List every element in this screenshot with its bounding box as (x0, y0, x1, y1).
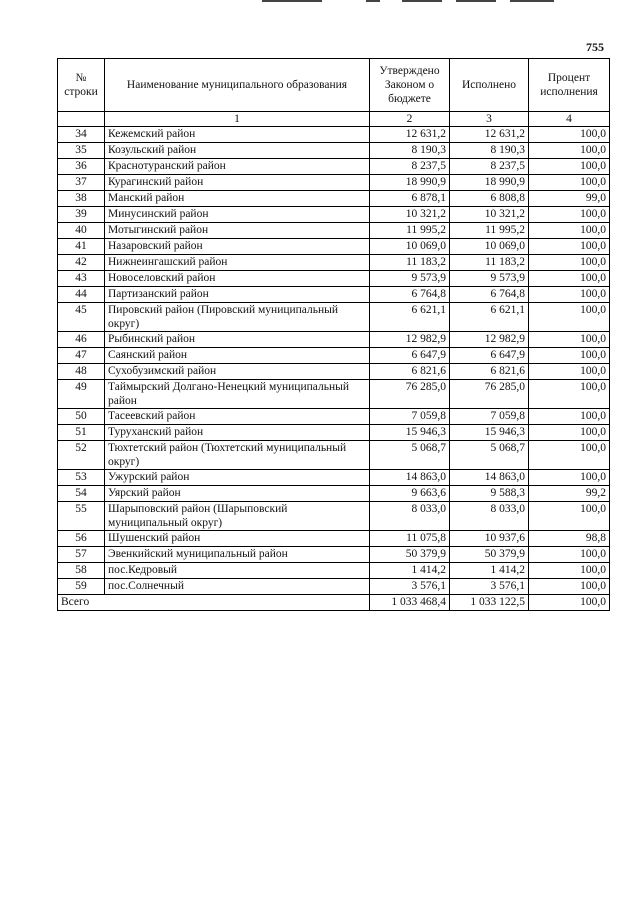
municipality-name: Ужурский район (105, 470, 370, 486)
table-row (58, 409, 610, 425)
municipality-name: Туруханский район (105, 425, 370, 441)
executed-value: 1 414,2 (450, 563, 529, 579)
approved-value: 6 647,9 (370, 348, 450, 364)
executed-value: 8 033,0 (450, 502, 529, 531)
row-number: 50 (58, 409, 105, 425)
percent-value: 100,0 (529, 579, 610, 595)
total-percent-value: 100,0 (529, 595, 610, 611)
executed-value: 3 576,1 (450, 579, 529, 595)
table-row (58, 502, 610, 531)
executed-value: 12 631,2 (450, 127, 529, 143)
row-number: 59 (58, 579, 105, 595)
approved-value: 8 033,0 (370, 502, 450, 531)
executed-value: 18 990,9 (450, 175, 529, 191)
total-executed-value: 1 033 122,5 (450, 595, 529, 611)
percent-value: 100,0 (529, 127, 610, 143)
municipality-name: Мотыгинский район (105, 223, 370, 239)
executed-value: 10 937,6 (450, 531, 529, 547)
percent-value: 100,0 (529, 470, 610, 486)
approved-value: 11 995,2 (370, 223, 450, 239)
municipality-name: Рыбинский район (105, 332, 370, 348)
executed-value: 10 321,2 (450, 207, 529, 223)
municipality-name: Краснотуранский район (105, 159, 370, 175)
table-row (58, 380, 610, 409)
table-row (58, 287, 610, 303)
table-row (58, 127, 610, 143)
approved-value: 50 379,9 (370, 547, 450, 563)
percent-value: 100,0 (529, 159, 610, 175)
column-number-cell: 1 (105, 112, 370, 127)
header-municipality-name: Наименование муниципального образования (105, 59, 370, 112)
column-number-row (58, 112, 610, 127)
percent-value: 100,0 (529, 143, 610, 159)
approved-value: 6 621,1 (370, 303, 450, 332)
approved-value: 9 663,6 (370, 486, 450, 502)
municipality-name: Эвенкийский муниципальный район (105, 547, 370, 563)
municipality-name: Шарыповский район (Шарыповский муниципальный округ) (105, 502, 370, 531)
executed-value: 76 285,0 (450, 380, 529, 409)
executed-value: 12 982,9 (450, 332, 529, 348)
scan-mark (366, 0, 380, 2)
percent-value: 100,0 (529, 409, 610, 425)
row-number: 58 (58, 563, 105, 579)
total-label: Всего (58, 595, 370, 611)
header-row (58, 59, 610, 112)
percent-value: 99,2 (529, 486, 610, 502)
percent-value: 100,0 (529, 332, 610, 348)
row-number: 56 (58, 531, 105, 547)
municipality-name: Саянский район (105, 348, 370, 364)
municipality-name: Курагинский район (105, 175, 370, 191)
row-number: 45 (58, 303, 105, 332)
approved-value: 12 982,9 (370, 332, 450, 348)
row-number: 43 (58, 271, 105, 287)
percent-value: 100,0 (529, 255, 610, 271)
scan-mark (456, 0, 496, 2)
executed-value: 50 379,9 (450, 547, 529, 563)
municipality-name: пос.Кедровый (105, 563, 370, 579)
table-row (58, 191, 610, 207)
executed-value: 11 995,2 (450, 223, 529, 239)
executed-value: 9 588,3 (450, 486, 529, 502)
approved-value: 7 059,8 (370, 409, 450, 425)
approved-value: 18 990,9 (370, 175, 450, 191)
table-row (58, 255, 610, 271)
row-number: 54 (58, 486, 105, 502)
header-percent: Процент исполнения (529, 59, 610, 112)
executed-value: 15 946,3 (450, 425, 529, 441)
row-number: 40 (58, 223, 105, 239)
row-number: 44 (58, 287, 105, 303)
executed-value: 11 183,2 (450, 255, 529, 271)
approved-value: 3 576,1 (370, 579, 450, 595)
executed-value: 6 764,8 (450, 287, 529, 303)
row-number: 52 (58, 441, 105, 470)
row-number: 55 (58, 502, 105, 531)
table-row (58, 223, 610, 239)
row-number: 47 (58, 348, 105, 364)
executed-value: 6 821,6 (450, 364, 529, 380)
municipality-name: Козульский район (105, 143, 370, 159)
table-row (58, 547, 610, 563)
municipality-name: Уярский район (105, 486, 370, 502)
table-row (58, 470, 610, 486)
row-number: 39 (58, 207, 105, 223)
row-number: 53 (58, 470, 105, 486)
municipality-name: Новоселовский район (105, 271, 370, 287)
approved-value: 76 285,0 (370, 380, 450, 409)
percent-value: 100,0 (529, 239, 610, 255)
approved-value: 10 321,2 (370, 207, 450, 223)
table-row (58, 531, 610, 547)
table-row (58, 239, 610, 255)
table-row (58, 425, 610, 441)
approved-value: 14 863,0 (370, 470, 450, 486)
table-row (58, 207, 610, 223)
row-number: 46 (58, 332, 105, 348)
table-row (58, 579, 610, 595)
table-row (58, 271, 610, 287)
percent-value: 100,0 (529, 175, 610, 191)
header-approved: Утверждено Законом о бюджете (370, 59, 450, 112)
percent-value: 98,8 (529, 531, 610, 547)
column-number-cell (58, 112, 105, 127)
municipality-name: Нижнеингашский район (105, 255, 370, 271)
percent-value: 100,0 (529, 303, 610, 332)
row-number: 51 (58, 425, 105, 441)
table-row (58, 563, 610, 579)
table-row (58, 364, 610, 380)
column-number-cell: 4 (529, 112, 610, 127)
approved-value: 8 190,3 (370, 143, 450, 159)
approved-value: 1 414,2 (370, 563, 450, 579)
table-row (58, 159, 610, 175)
executed-value: 14 863,0 (450, 470, 529, 486)
percent-value: 100,0 (529, 207, 610, 223)
executed-value: 6 621,1 (450, 303, 529, 332)
approved-value: 6 764,8 (370, 287, 450, 303)
row-number: 36 (58, 159, 105, 175)
percent-value: 100,0 (529, 348, 610, 364)
percent-value: 100,0 (529, 380, 610, 409)
municipality-name: пос.Солнечный (105, 579, 370, 595)
table-row (58, 486, 610, 502)
approved-value: 10 069,0 (370, 239, 450, 255)
approved-value: 5 068,7 (370, 441, 450, 470)
municipality-name: Манский район (105, 191, 370, 207)
executed-value: 6 808,8 (450, 191, 529, 207)
column-number-cell: 3 (450, 112, 529, 127)
approved-value: 8 237,5 (370, 159, 450, 175)
executed-value: 6 647,9 (450, 348, 529, 364)
municipality-name: Партизанский район (105, 287, 370, 303)
approved-value: 12 631,2 (370, 127, 450, 143)
row-number: 37 (58, 175, 105, 191)
executed-value: 8 237,5 (450, 159, 529, 175)
scan-mark (510, 0, 554, 2)
table-row (58, 441, 610, 470)
row-number: 49 (58, 380, 105, 409)
header-row-number: № строки (58, 59, 105, 112)
page-number: 755 (586, 40, 604, 54)
municipality-name: Пировский район (Пировский муниципальный округ) (105, 303, 370, 332)
header-executed: Исполнено (450, 59, 529, 112)
percent-value: 100,0 (529, 271, 610, 287)
table-row (58, 175, 610, 191)
scan-mark (262, 0, 322, 2)
row-number: 35 (58, 143, 105, 159)
executed-value: 8 190,3 (450, 143, 529, 159)
percent-value: 100,0 (529, 502, 610, 531)
row-number: 41 (58, 239, 105, 255)
row-number: 48 (58, 364, 105, 380)
row-number: 42 (58, 255, 105, 271)
approved-value: 6 878,1 (370, 191, 450, 207)
scan-mark (402, 0, 442, 2)
table-row (58, 332, 610, 348)
row-number: 34 (58, 127, 105, 143)
table-row (58, 303, 610, 332)
total-approved-value: 1 033 468,4 (370, 595, 450, 611)
approved-value: 9 573,9 (370, 271, 450, 287)
table-row (58, 143, 610, 159)
municipality-name: Тасеевский район (105, 409, 370, 425)
percent-value: 100,0 (529, 223, 610, 239)
percent-value: 100,0 (529, 364, 610, 380)
municipality-name: Таймырский Долгано-Ненецкий муниципальный район (105, 380, 370, 409)
executed-value: 5 068,7 (450, 441, 529, 470)
budget-execution-table (57, 58, 610, 611)
row-number: 57 (58, 547, 105, 563)
executed-value: 9 573,9 (450, 271, 529, 287)
total-row (58, 595, 610, 611)
municipality-name: Шушенский район (105, 531, 370, 547)
column-number-cell: 2 (370, 112, 450, 127)
percent-value: 100,0 (529, 547, 610, 563)
approved-value: 11 183,2 (370, 255, 450, 271)
approved-value: 11 075,8 (370, 531, 450, 547)
executed-value: 7 059,8 (450, 409, 529, 425)
percent-value: 100,0 (529, 563, 610, 579)
percent-value: 100,0 (529, 441, 610, 470)
municipality-name: Минусинский район (105, 207, 370, 223)
municipality-name: Назаровский район (105, 239, 370, 255)
percent-value: 99,0 (529, 191, 610, 207)
municipality-name: Тюхтетский район (Тюхтетский муниципальный округ) (105, 441, 370, 470)
municipality-name: Сухобузимский район (105, 364, 370, 380)
row-number: 38 (58, 191, 105, 207)
approved-value: 6 821,6 (370, 364, 450, 380)
percent-value: 100,0 (529, 425, 610, 441)
municipality-name: Кежемский район (105, 127, 370, 143)
approved-value: 15 946,3 (370, 425, 450, 441)
executed-value: 10 069,0 (450, 239, 529, 255)
percent-value: 100,0 (529, 287, 610, 303)
table-row (58, 348, 610, 364)
